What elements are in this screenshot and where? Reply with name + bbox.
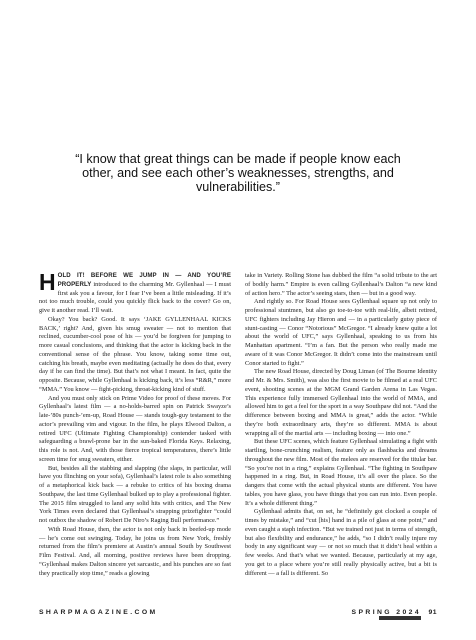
pull-quote: “I know that great things can be made if people know each other, and see each other’s weaknesses, strengths, and vulnerabilities.” (75, 152, 401, 195)
page-number: 91 (428, 609, 437, 616)
article-column-right (245, 272, 437, 578)
article-column-left (39, 269, 231, 578)
body-paragraph: And you must only stick on Prime Video for proof of these moves. For Gyllenhaal’s latest film — a no-holds-barred spin on Patrick Swayze’s late-’80s punch-’em-up, Road House — stands tough-guy testament to the actor’s prevailing vim and vigour. In the film, he plays Elwood Dalton, a retired UFC (Ultimate Fighting Championship) contender tasked with safeguarding a brawl-prone bar in the sun-baked Florida Keys. Relaxing, this role is not. And, with those fierce tropical temperatures, there’s little screen time for snug sweaters, either. (39, 394, 231, 463)
lead-paragraph (39, 269, 231, 316)
body-paragraph: But, besides all the stabbing and slapping (the slaps, in particular, will have you flinching on your sofa), Gyllenhaal’s latest role is also something of a metaphorical kick back — a rebuke to critics of his boxing drama Southpaw, the last time Gyllenhaal bulked up to play a professional fighter. The 2015 film struggled to land any solid hits with critics, and The New York Times even declared that Gyllenhaal’s strapping prizefighter “could not outbox the shadow of Robert De Niro’s Raging Bull performance.” (39, 464, 231, 524)
body-paragraph: The new Road House, directed by Doug Liman (of The Bourne Identity and Mr. & Mrs. Smith), was also the first movie to be filmed at a real UFC event, shooting scenes at the MGM Grand Garden Arena in Las Vegas. This experience fully immersed Gyllenhaal into the world of MMA, and allowed him to get a feel for the sport in a way Southpaw did not. “And the difference between boxing and MMA is great,” adds the actor. “While they’re both extraordinary arts, they’re so different. MMA is about wrapping all of the martial arts — including boxing — into one.” (245, 368, 437, 437)
body-paragraph: Gyllenhaal admits that, on set, he “definitely got clocked a couple of times by mistake,” and “cut [his] hand in a pile of glass at one point,” and even caught a staph infection. “But we trained not just in terms of strength, but also flexibility and endurance,” he adds, “so I didn’t really injure my body in any significant way — or not so much that it didn’t heal within a few weeks. And that’s what we wanted. Because, particularly at my age, you get to a place where you’re still really physically active, but a bit is different — a fall is different. So (245, 508, 437, 577)
body-paragraph: With Road House, then, the actor is not only back in beefed-up mode — he’s come out swinging. Today, he joins us from New York, freshly returned from the film’s premiere at Austin’s annual South by Southwest Film Festival. And, all morning, positive reviews have been dropping. “Gyllenhaal makes Dalton sincere yet sarcastic, and his punches are so fast they practically stop time,” reads a glowing (39, 525, 231, 577)
footer-site-url: SHARPMAGAZINE.COM (39, 609, 158, 616)
body-paragraph: Okay? You back? Good. It says ‘JAKE GYLLENHAAL KICKS BACK,’ right? And, given his smug sweater — not to mention that reclined, cucumber-cool pose of his — you’d be forgiven for jumping to more casual conclusions, and thinking that the actor is kicking back in the conventional sense of the phrase. You know, taking some time out, catching his breath, maybe even meditating (actually he does do that, every day if he can find the time). But that’s not what I meant. In fact, quite the opposite. Because, while Gyllenhaal is kicking back, it’s less “R&R,” more “MMA.” You know — fight-picking, throat-kicking kind of stuff. (39, 315, 231, 393)
footer-issue-date: SPRING 2024 (351, 609, 421, 616)
footer-tag-bar (379, 616, 421, 620)
drop-cap: H (39, 269, 56, 295)
lead-in-caps: OLD IT! BEFORE WE JUMP IN — AND YOU’RE PROPERLY (57, 272, 231, 288)
body-paragraph: But these UFC scenes, which feature Gyllenhaal simulating a fight with startling, bone-crunching realism, feature only as flashbacks and dreams throughout the new film. Most of the melees are reserved for the titular bar. “So you’re not in a ring,” explains Gyllenhaal. “The fighting in Southpaw happened in a ring. But, in Road House, it’s all over the place. So the dangers that come with the actual physical stunts are different. You have tables, you have glass, you have things that you can run into. Even people. It’s a whole different thing.” (245, 438, 437, 507)
body-paragraph: take in Variety. Rolling Stone has dubbed the film “a solid tribute to the art of bodily harm.” Empire is even calling Gyllenhaal’s Dalton “a new kind of action hero.” The actor’s seeing stars, then — but in a good way. (245, 272, 437, 297)
body-paragraph: And rightly so. For Road House sees Gyllenhaal square up not only to professional stuntmen, but also go toe-to-toe with real-life, albeit retired, UFC fighters including Jay Hieron and — in a particularly gutsy piece of stunt-casting — Conor “Notorious” McGregor. “I already knew quite a lot about the world of UFC,” says Gyllenhaal, speaking to us from his Manhattan apartment. “I’m a fan. But the person who really made me aware of it was Conor McGregor. It didn’t come into the mainstream until Conor started to fight.” (245, 298, 437, 367)
page-footer (39, 609, 437, 621)
lead-paragraph-text: introduced to the charming Mr. Gyllenhaal — I must first ask you a favour, for I fear I’ve been a little misleading. If it’s not too much trouble, could you quickly flick back to the cover? Go on, give it another read. I’ll wait. (39, 280, 231, 314)
